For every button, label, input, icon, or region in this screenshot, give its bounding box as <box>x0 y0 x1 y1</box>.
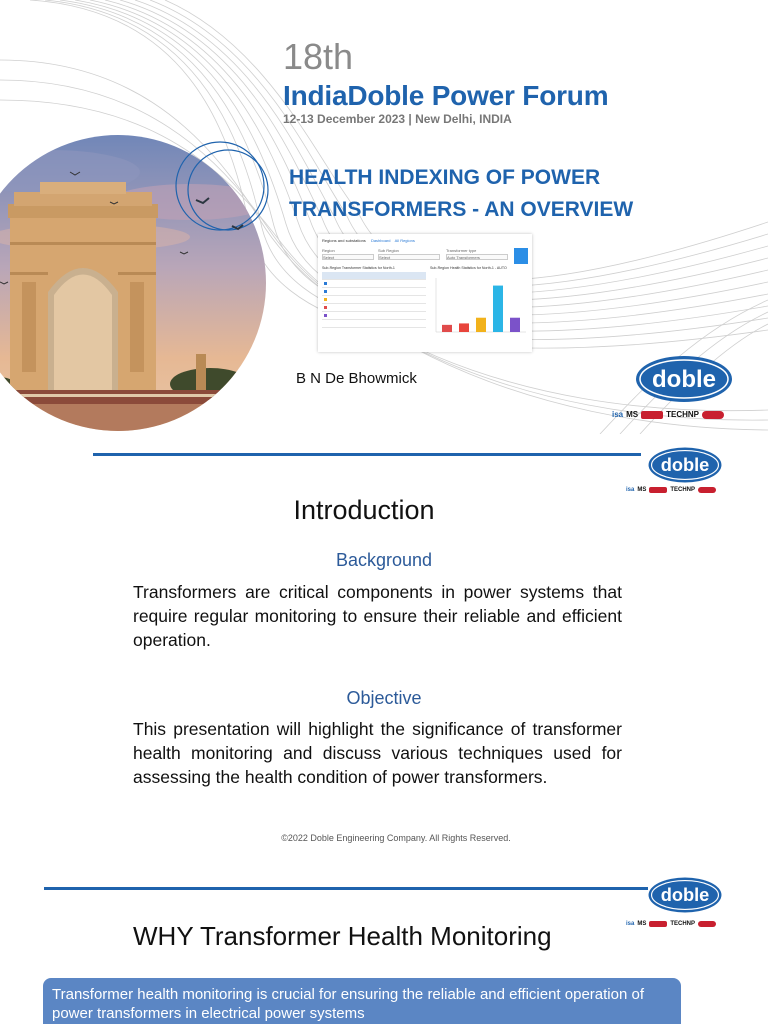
forum-name: IndiaDoble Power Forum <box>283 80 609 111</box>
partner-logo-badge <box>649 921 667 927</box>
dashboard-header: Regions and substations Dashboard All Regions <box>322 238 415 243</box>
filter-label-type: Transformer type <box>446 248 477 253</box>
slide3-top-rule <box>44 887 648 890</box>
objective-heading: Objective <box>346 688 422 708</box>
chart-bar <box>510 318 520 332</box>
monitoring-callout: Transformer health monitoring is crucial for ensuring the reliable and efficient operation of power transformers in electrical power systems <box>43 978 681 1024</box>
doble-logo <box>634 354 734 409</box>
doble-logo <box>646 876 724 919</box>
partner-logo-badge <box>649 487 667 493</box>
partner-logo-seal <box>698 921 716 927</box>
table-title: Sub-Region Transformer Statistics for North-1 <box>322 266 395 270</box>
title-slide <box>0 0 768 434</box>
chart-bar <box>459 323 469 332</box>
chart-bar <box>493 286 503 332</box>
ring-decoration <box>168 138 278 240</box>
region-select: Select <box>322 254 374 260</box>
doble-logo-icon <box>646 446 724 484</box>
doble-logo-icon <box>646 876 724 914</box>
copyright-notice: ©2022 Doble Engineering Company. All Rights Reserved. <box>281 833 511 843</box>
objective-text: This presentation will highlight the significance of transformer health monitoring and discuss various techniques used for assessing the health condition of power transformers. <box>133 719 622 787</box>
slide2-top-rule <box>93 453 641 456</box>
stats-table <box>322 272 426 328</box>
forum-edition: 18th <box>283 36 354 77</box>
title-line-1: HEALTH INDEXING OF POWER <box>289 166 601 189</box>
svg-text:doble: doble <box>652 366 716 393</box>
partner-logos: isa MS TECHNP <box>612 410 724 419</box>
svg-text:doble: doble <box>660 454 710 476</box>
doble-logo <box>646 446 724 489</box>
filter-button <box>514 248 528 264</box>
partner-logo-seal <box>702 411 724 419</box>
doble-logo-icon <box>634 354 734 404</box>
title-line-2: TRANSFORMERS - AN OVERVIEW <box>289 198 634 221</box>
introduction-title: Introduction <box>293 495 435 525</box>
svg-text:doble: doble <box>660 884 710 906</box>
event-date-location: 12-13 December 2023 | New Delhi, INDIA <box>283 112 512 126</box>
background-heading: Background <box>335 550 433 570</box>
chart-bar <box>476 318 486 332</box>
chart-title: Sub-Region Health Statistics for North-1 - AUTO <box>430 266 507 270</box>
type-select: Auto Transformers <box>446 254 508 260</box>
chart-bar <box>442 325 452 332</box>
presentation-title <box>289 162 633 226</box>
dashboard-thumbnail <box>318 234 532 352</box>
why-monitoring-title: WHY Transformer Health Monitoring <box>133 921 552 951</box>
partner-logos: isa MS TECHNP <box>626 921 716 927</box>
filter-label-subregion: Sub Region <box>378 248 399 253</box>
background-text: Transformers are critical components in power systems that require regular monitoring to ensure their reliable and efficient operation. <box>133 582 622 650</box>
partner-logo-seal <box>698 487 716 493</box>
health-bar-chart <box>430 274 528 348</box>
author-name: B N De Bhowmick <box>296 370 417 387</box>
subregion-select: Select <box>378 254 440 260</box>
filter-label-region: Region <box>322 248 335 253</box>
partner-logos: isa MS TECHNP <box>626 487 716 493</box>
partner-logo-badge <box>641 411 663 419</box>
